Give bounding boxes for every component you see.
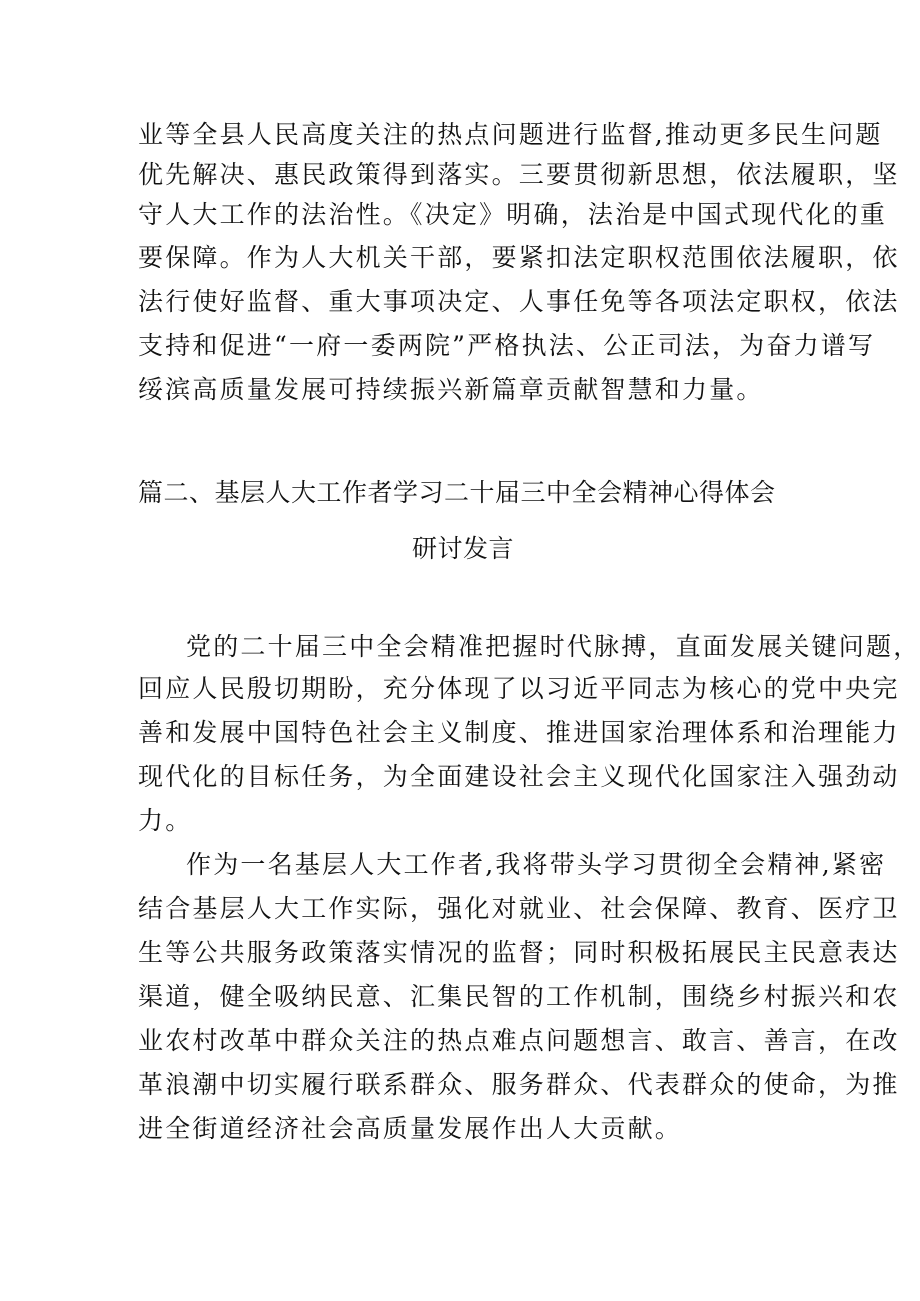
section-title-line-1: 篇二、基层人大工作者学习二十届三中全会精神心得体会 [138, 478, 776, 507]
paragraph-line: 作为一名基层人大工作者,我将带头学习贯彻全会精神,紧密 [186, 850, 887, 879]
paragraph-line: 革浪潮中切实履行联系群众、服务群众、代表群众的使命，为推 [138, 1070, 900, 1099]
paragraph-line: 法行使好监督、重大事项决定、人事任免等各项法定职权，依法 [138, 287, 900, 316]
paragraph-line: 现代化的目标任务，为全面建设社会主义现代化国家注入强劲动 [138, 762, 900, 791]
paragraph-line: 善和发展中国特色社会主义制度、推进国家治理体系和治理能力 [138, 718, 900, 747]
paragraph-line: 支持和促进“一府一委两院”严格执法、公正司法，为奋力谱写 [138, 331, 876, 360]
paragraph-line: 业农村改革中群众关注的热点难点问题想言、敢言、善言，在改 [138, 1026, 900, 1055]
paragraph-line: 进全街道经济社会高质量发展作出人大贡献。 [138, 1114, 683, 1143]
paragraph-line: 要保障。作为人大机关干部，要紧扣法定职权范围依法履职，依 [138, 243, 900, 272]
paragraph-line: 业等全县人民高度关注的热点问题进行监督,推动更多民生问题 [138, 120, 883, 149]
paragraph-line: 力。 [138, 806, 193, 835]
paragraph-line: 结合基层人大工作实际，强化对就业、社会保障、教育、医疗卫 [138, 894, 900, 923]
paragraph-line: 回应人民殷切期盼，充分体现了以习近平同志为核心的党中央完 [138, 674, 900, 703]
paragraph-line: 绥滨高质量发展可持续振兴新篇章贡献智慧和力量。 [138, 375, 764, 404]
paragraph-line: 优先解决、惠民政策得到落实。三要贯彻新思想，依法履职，坚 [138, 160, 900, 189]
paragraph-line: 党的二十届三中全会精准把握时代脉搏，直面发展关键问题， [186, 632, 920, 661]
paragraph-line: 生等公共服务政策落实情况的监督；同时积极拓展民主民意表达 [138, 938, 900, 967]
paragraph-line: 渠道，健全吸纳民意、汇集民智的工作机制，围绕乡村振兴和农 [138, 982, 900, 1011]
paragraph-line: 守人大工作的法治性。《决定》明确，法治是中国式现代化的重 [138, 200, 888, 229]
section-title-line-2: 研讨发言 [412, 534, 515, 563]
